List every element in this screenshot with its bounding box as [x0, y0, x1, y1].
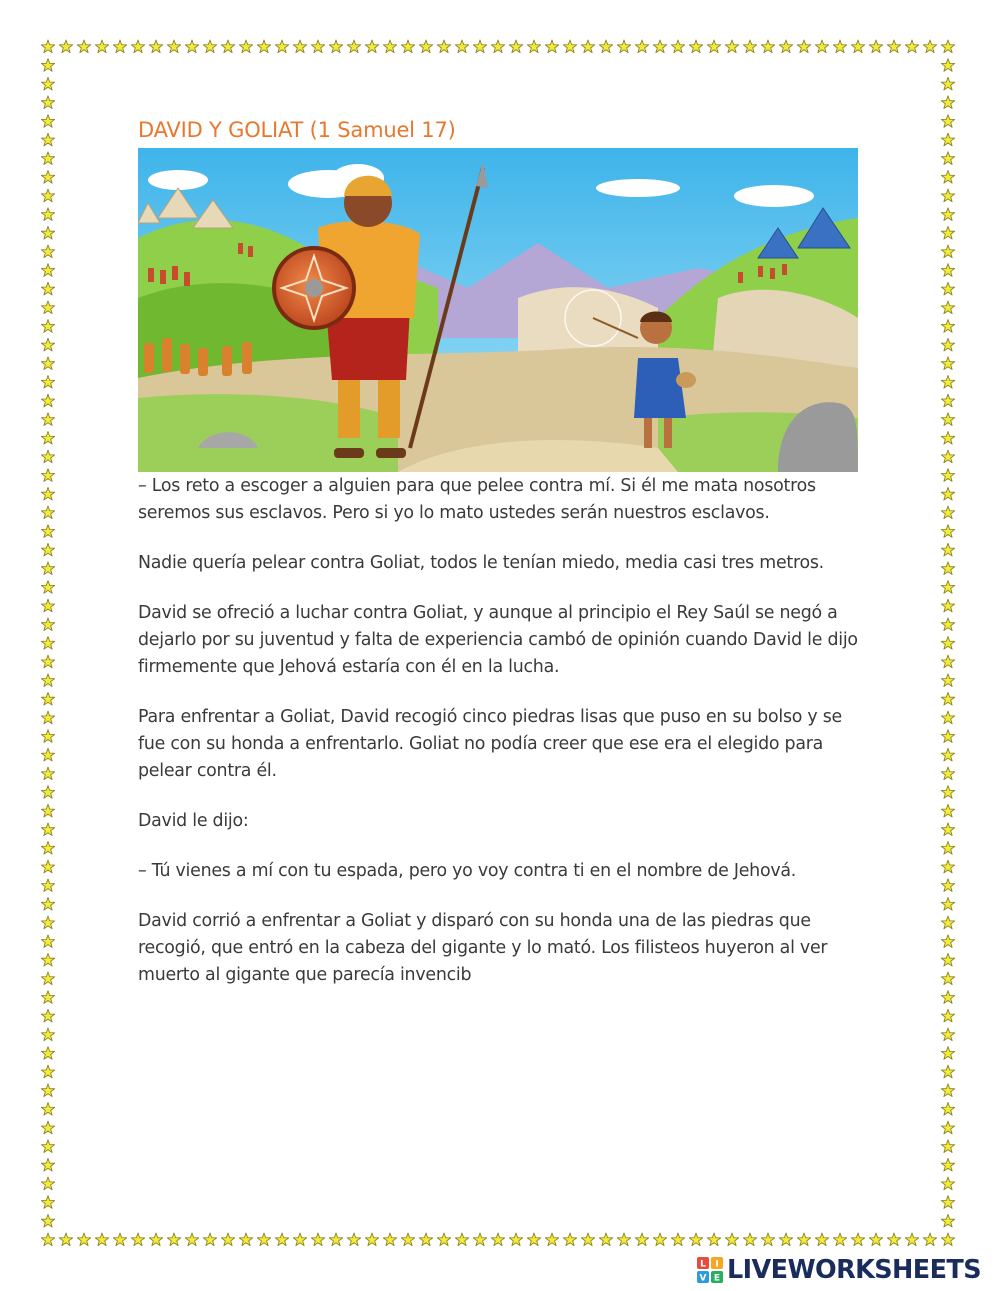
border-star-icon: [41, 1047, 54, 1060]
border-star-icon: [941, 692, 954, 705]
border-star-icon: [743, 1233, 756, 1246]
border-star-icon: [41, 1121, 54, 1134]
border-star-icon: [941, 469, 954, 482]
liveworksheets-logo[interactable]: [697, 1253, 981, 1287]
border-star-icon: [41, 152, 54, 165]
border-star-icon: [275, 40, 288, 53]
border-star-icon: [941, 376, 954, 389]
border-star-icon: [41, 77, 54, 90]
border-star-icon: [41, 1009, 54, 1022]
border-star-icon: [41, 59, 54, 72]
border-star-icon: [41, 916, 54, 929]
border-star-icon: [347, 40, 360, 53]
border-star-icon: [941, 394, 954, 407]
border-star-icon: [941, 413, 954, 426]
border-star-icon: [941, 133, 954, 146]
border-star-icon: [41, 338, 54, 351]
border-star-icon: [41, 487, 54, 500]
border-star-icon: [41, 450, 54, 463]
border-star-icon: [941, 543, 954, 556]
border-star-icon: [689, 1233, 702, 1246]
logo-letter-l: L: [700, 1259, 706, 1270]
border-star-icon: [167, 1233, 180, 1246]
border-star-icon: [941, 59, 954, 72]
border-star-icon: [941, 1009, 954, 1022]
border-star-icon: [851, 40, 864, 53]
border-star-icon: [41, 1214, 54, 1227]
border-star-icon: [401, 40, 414, 53]
border-star-icon: [509, 1233, 522, 1246]
border-star-icon: [473, 1233, 486, 1246]
border-star-icon: [941, 916, 954, 929]
border-star-icon: [941, 282, 954, 295]
border-star-icon: [779, 40, 792, 53]
border-star-icon: [41, 1233, 54, 1246]
border-star-icon: [941, 245, 954, 258]
border-star-icon: [41, 96, 54, 109]
border-star-icon: [41, 748, 54, 761]
border-star-icon: [707, 40, 720, 53]
page-title: DAVID Y GOLIAT (1 Samuel 17): [138, 118, 456, 142]
border-star-icon: [797, 1233, 810, 1246]
border-star-icon: [257, 1233, 270, 1246]
border-star-icon: [833, 40, 846, 53]
border-star-icon: [41, 171, 54, 184]
border-star-icon: [41, 953, 54, 966]
border-star-icon: [41, 226, 54, 239]
border-star-icon: [41, 618, 54, 631]
border-star-icon: [77, 1233, 90, 1246]
border-star-icon: [941, 823, 954, 836]
liveworksheets-logo-icon: [697, 1257, 723, 1283]
border-star-icon: [41, 581, 54, 594]
border-star-icon: [455, 40, 468, 53]
border-star-icon: [941, 842, 954, 855]
border-star-icon: [887, 1233, 900, 1246]
border-star-icon: [41, 860, 54, 873]
border-star-icon: [761, 40, 774, 53]
border-star-icon: [293, 40, 306, 53]
border-star-icon: [239, 40, 252, 53]
border-star-icon: [41, 469, 54, 482]
border-star-icon: [41, 264, 54, 277]
border-star-icon: [239, 1233, 252, 1246]
border-star-icon: [869, 1233, 882, 1246]
border-star-icon: [941, 432, 954, 445]
paragraph-quote: – Tú vienes a mí con tu espada, pero yo voy contra ti en el nombre de Jehová.: [138, 861, 797, 881]
border-star-icon: [689, 40, 702, 53]
border-star-icon: [905, 1233, 918, 1246]
border-star-icon: [599, 1233, 612, 1246]
border-star-icon: [41, 413, 54, 426]
border-star-icon: [941, 618, 954, 631]
border-star-icon: [653, 40, 666, 53]
border-star-icon: [941, 562, 954, 575]
border-star-icon: [329, 1233, 342, 1246]
paragraph-challenge: – Los reto a escoger a alguien para que pelee contra mí. Si él me mata nosotros seremos sus esclavos. Pero si yo lo mato ustedes serán nuestros esclavos.: [138, 476, 816, 523]
border-star-icon: [725, 40, 738, 53]
border-star-icon: [941, 506, 954, 519]
border-star-icon: [941, 1028, 954, 1041]
border-star-icon: [941, 208, 954, 221]
border-star-icon: [617, 1233, 630, 1246]
border-star-icon: [41, 1065, 54, 1078]
border-star-icon: [869, 40, 882, 53]
worksheet-content: [138, 118, 868, 1012]
border-star-icon: [95, 40, 108, 53]
border-star-icon: [941, 264, 954, 277]
border-star-icon: [41, 637, 54, 650]
border-star-icon: [941, 1196, 954, 1209]
border-star-icon: [941, 77, 954, 90]
logo-letter-e: E: [713, 1273, 721, 1283]
border-star-icon: [671, 1233, 684, 1246]
border-star-icon: [545, 1233, 558, 1246]
border-star-icon: [941, 152, 954, 165]
border-star-icon: [59, 40, 72, 53]
border-star-icon: [815, 40, 828, 53]
border-star-icon: [329, 40, 342, 53]
border-star-icon: [257, 40, 270, 53]
border-star-icon: [941, 786, 954, 799]
border-star-icon: [41, 599, 54, 612]
border-star-icon: [41, 972, 54, 985]
border-star-icon: [41, 1177, 54, 1190]
border-star-icon: [545, 40, 558, 53]
border-star-icon: [941, 972, 954, 985]
border-star-icon: [941, 655, 954, 668]
border-star-icon: [941, 767, 954, 780]
border-star-icon: [149, 40, 162, 53]
border-star-icon: [41, 189, 54, 202]
border-star-icon: [41, 767, 54, 780]
border-star-icon: [941, 804, 954, 817]
border-star-icon: [41, 711, 54, 724]
border-star-icon: [743, 40, 756, 53]
border-star-icon: [941, 991, 954, 1004]
border-star-icon: [617, 40, 630, 53]
border-star-icon: [41, 432, 54, 445]
border-star-icon: [293, 1233, 306, 1246]
border-star-icon: [383, 40, 396, 53]
border-star-icon: [527, 40, 540, 53]
liveworksheets-wordmark: LIVEWORKSHEETS: [727, 1255, 981, 1285]
border-star-icon: [185, 1233, 198, 1246]
border-star-icon: [41, 935, 54, 948]
border-star-icon: [365, 1233, 378, 1246]
border-star-icon: [41, 115, 54, 128]
border-star-icon: [41, 991, 54, 1004]
border-star-icon: [401, 1233, 414, 1246]
border-star-icon: [365, 40, 378, 53]
border-star-icon: [941, 171, 954, 184]
border-star-icon: [707, 1233, 720, 1246]
paragraph-fear: Nadie quería pelear contra Goliat, todos le tenían miedo, media casi tres metros.: [138, 553, 824, 573]
logo-letter-i: I: [715, 1259, 719, 1270]
border-star-icon: [761, 1233, 774, 1246]
border-star-icon: [131, 1233, 144, 1246]
border-star-icon: [275, 1233, 288, 1246]
border-star-icon: [941, 1214, 954, 1227]
border-star-icon: [941, 189, 954, 202]
border-star-icon: [941, 487, 954, 500]
border-star-icon: [203, 40, 216, 53]
border-star-icon: [41, 1158, 54, 1171]
border-star-icon: [851, 1233, 864, 1246]
border-star-icon: [221, 40, 234, 53]
border-star-icon: [41, 879, 54, 892]
border-star-icon: [815, 1233, 828, 1246]
border-star-icon: [599, 40, 612, 53]
border-star-icon: [779, 1233, 792, 1246]
border-star-icon: [311, 40, 324, 53]
border-star-icon: [203, 1233, 216, 1246]
paragraph-david-said: David le dijo:: [138, 811, 249, 831]
border-star-icon: [941, 1065, 954, 1078]
border-star-icon: [41, 898, 54, 911]
border-star-icon: [563, 1233, 576, 1246]
border-star-icon: [131, 40, 144, 53]
border-star-icon: [797, 40, 810, 53]
border-star-icon: [563, 40, 576, 53]
border-star-icon: [419, 40, 432, 53]
border-star-icon: [41, 1196, 54, 1209]
border-star-icon: [41, 1084, 54, 1097]
border-star-icon: [77, 40, 90, 53]
border-star-icon: [41, 562, 54, 575]
border-star-icon: [941, 115, 954, 128]
border-star-icon: [113, 40, 126, 53]
border-star-icon: [41, 842, 54, 855]
border-star-icon: [41, 208, 54, 221]
border-star-icon: [581, 1233, 594, 1246]
border-star-icon: [41, 786, 54, 799]
paragraph-stones: Para enfrentar a Goliat, David recogió cinco piedras lisas que puso en su bolso y se fue con su honda a enfrentarlo. Goliat no podía creer que ese era el elegido para pelear contra él.: [138, 707, 842, 781]
border-star-icon: [941, 1084, 954, 1097]
border-star-icon: [941, 953, 954, 966]
border-star-icon: [941, 1158, 954, 1171]
border-star-icon: [41, 40, 54, 53]
border-star-icon: [473, 40, 486, 53]
paragraph-david-offer: David se ofreció a luchar contra Goliat, y aunque al principio el Rey Saúl se negó a dejarlo por su juventud y falta de experiencia cambó de opinión cuando David le dijo firmemente que Jehová estaría con él en la lucha.: [138, 603, 858, 677]
border-star-icon: [41, 1028, 54, 1041]
border-star-icon: [149, 1233, 162, 1246]
border-star-icon: [41, 376, 54, 389]
border-star-icon: [941, 96, 954, 109]
border-star-icon: [941, 226, 954, 239]
border-star-icon: [923, 1233, 936, 1246]
border-star-icon: [941, 599, 954, 612]
border-star-icon: [41, 692, 54, 705]
border-star-icon: [941, 898, 954, 911]
logo-letter-v: V: [699, 1273, 707, 1283]
border-star-icon: [941, 1121, 954, 1134]
border-star-icon: [383, 1233, 396, 1246]
border-star-icon: [905, 40, 918, 53]
border-star-icon: [41, 525, 54, 538]
border-star-icon: [437, 40, 450, 53]
border-star-icon: [41, 674, 54, 687]
border-star-icon: [437, 1233, 450, 1246]
border-star-icon: [941, 748, 954, 761]
border-star-icon: [41, 506, 54, 519]
border-star-icon: [41, 357, 54, 370]
border-star-icon: [941, 1233, 954, 1246]
border-star-icon: [941, 338, 954, 351]
border-star-icon: [41, 1103, 54, 1116]
border-star-icon: [347, 1233, 360, 1246]
border-star-icon: [221, 1233, 234, 1246]
border-star-icon: [635, 40, 648, 53]
border-star-icon: [311, 1233, 324, 1246]
border-star-icon: [491, 1233, 504, 1246]
border-star-icon: [95, 1233, 108, 1246]
paragraph-victory: David corrió a enfrentar a Goliat y disparó con su honda una de las piedras que recogió, que entró en la cabeza del gigante y lo mató. Los filisteos huyeron al ver muerto al gigante que parecía invencib: [138, 911, 828, 985]
border-star-icon: [41, 133, 54, 146]
border-star-icon: [419, 1233, 432, 1246]
border-star-icon: [941, 1103, 954, 1116]
border-star-icon: [941, 879, 954, 892]
border-star-icon: [725, 1233, 738, 1246]
border-star-icon: [941, 935, 954, 948]
border-star-icon: [41, 823, 54, 836]
border-star-icon: [41, 804, 54, 817]
border-star-icon: [59, 1233, 72, 1246]
border-star-icon: [491, 40, 504, 53]
david-goliath-illustration: [138, 148, 858, 472]
border-star-icon: [509, 40, 522, 53]
border-star-icon: [941, 1047, 954, 1060]
border-star-icon: [653, 1233, 666, 1246]
border-star-icon: [941, 450, 954, 463]
border-star-icon: [941, 860, 954, 873]
border-star-icon: [113, 1233, 126, 1246]
border-star-icon: [185, 40, 198, 53]
border-star-icon: [941, 525, 954, 538]
border-star-icon: [941, 711, 954, 724]
border-star-icon: [41, 320, 54, 333]
border-star-icon: [941, 320, 954, 333]
border-star-icon: [923, 40, 936, 53]
border-star-icon: [941, 581, 954, 594]
border-star-icon: [941, 637, 954, 650]
border-star-icon: [941, 1140, 954, 1153]
border-star-icon: [941, 40, 954, 53]
border-star-icon: [41, 730, 54, 743]
border-star-icon: [635, 1233, 648, 1246]
border-star-icon: [941, 674, 954, 687]
border-star-icon: [941, 301, 954, 314]
border-star-icon: [941, 730, 954, 743]
border-star-icon: [41, 1140, 54, 1153]
border-star-icon: [527, 1233, 540, 1246]
border-star-icon: [887, 40, 900, 53]
border-star-icon: [581, 40, 594, 53]
border-star-icon: [671, 40, 684, 53]
border-star-icon: [941, 357, 954, 370]
border-star-icon: [41, 543, 54, 556]
border-star-icon: [41, 245, 54, 258]
border-star-icon: [41, 301, 54, 314]
border-star-icon: [833, 1233, 846, 1246]
border-star-icon: [455, 1233, 468, 1246]
border-star-icon: [41, 282, 54, 295]
border-star-icon: [41, 655, 54, 668]
border-star-icon: [167, 40, 180, 53]
border-star-icon: [41, 394, 54, 407]
border-star-icon: [941, 1177, 954, 1190]
